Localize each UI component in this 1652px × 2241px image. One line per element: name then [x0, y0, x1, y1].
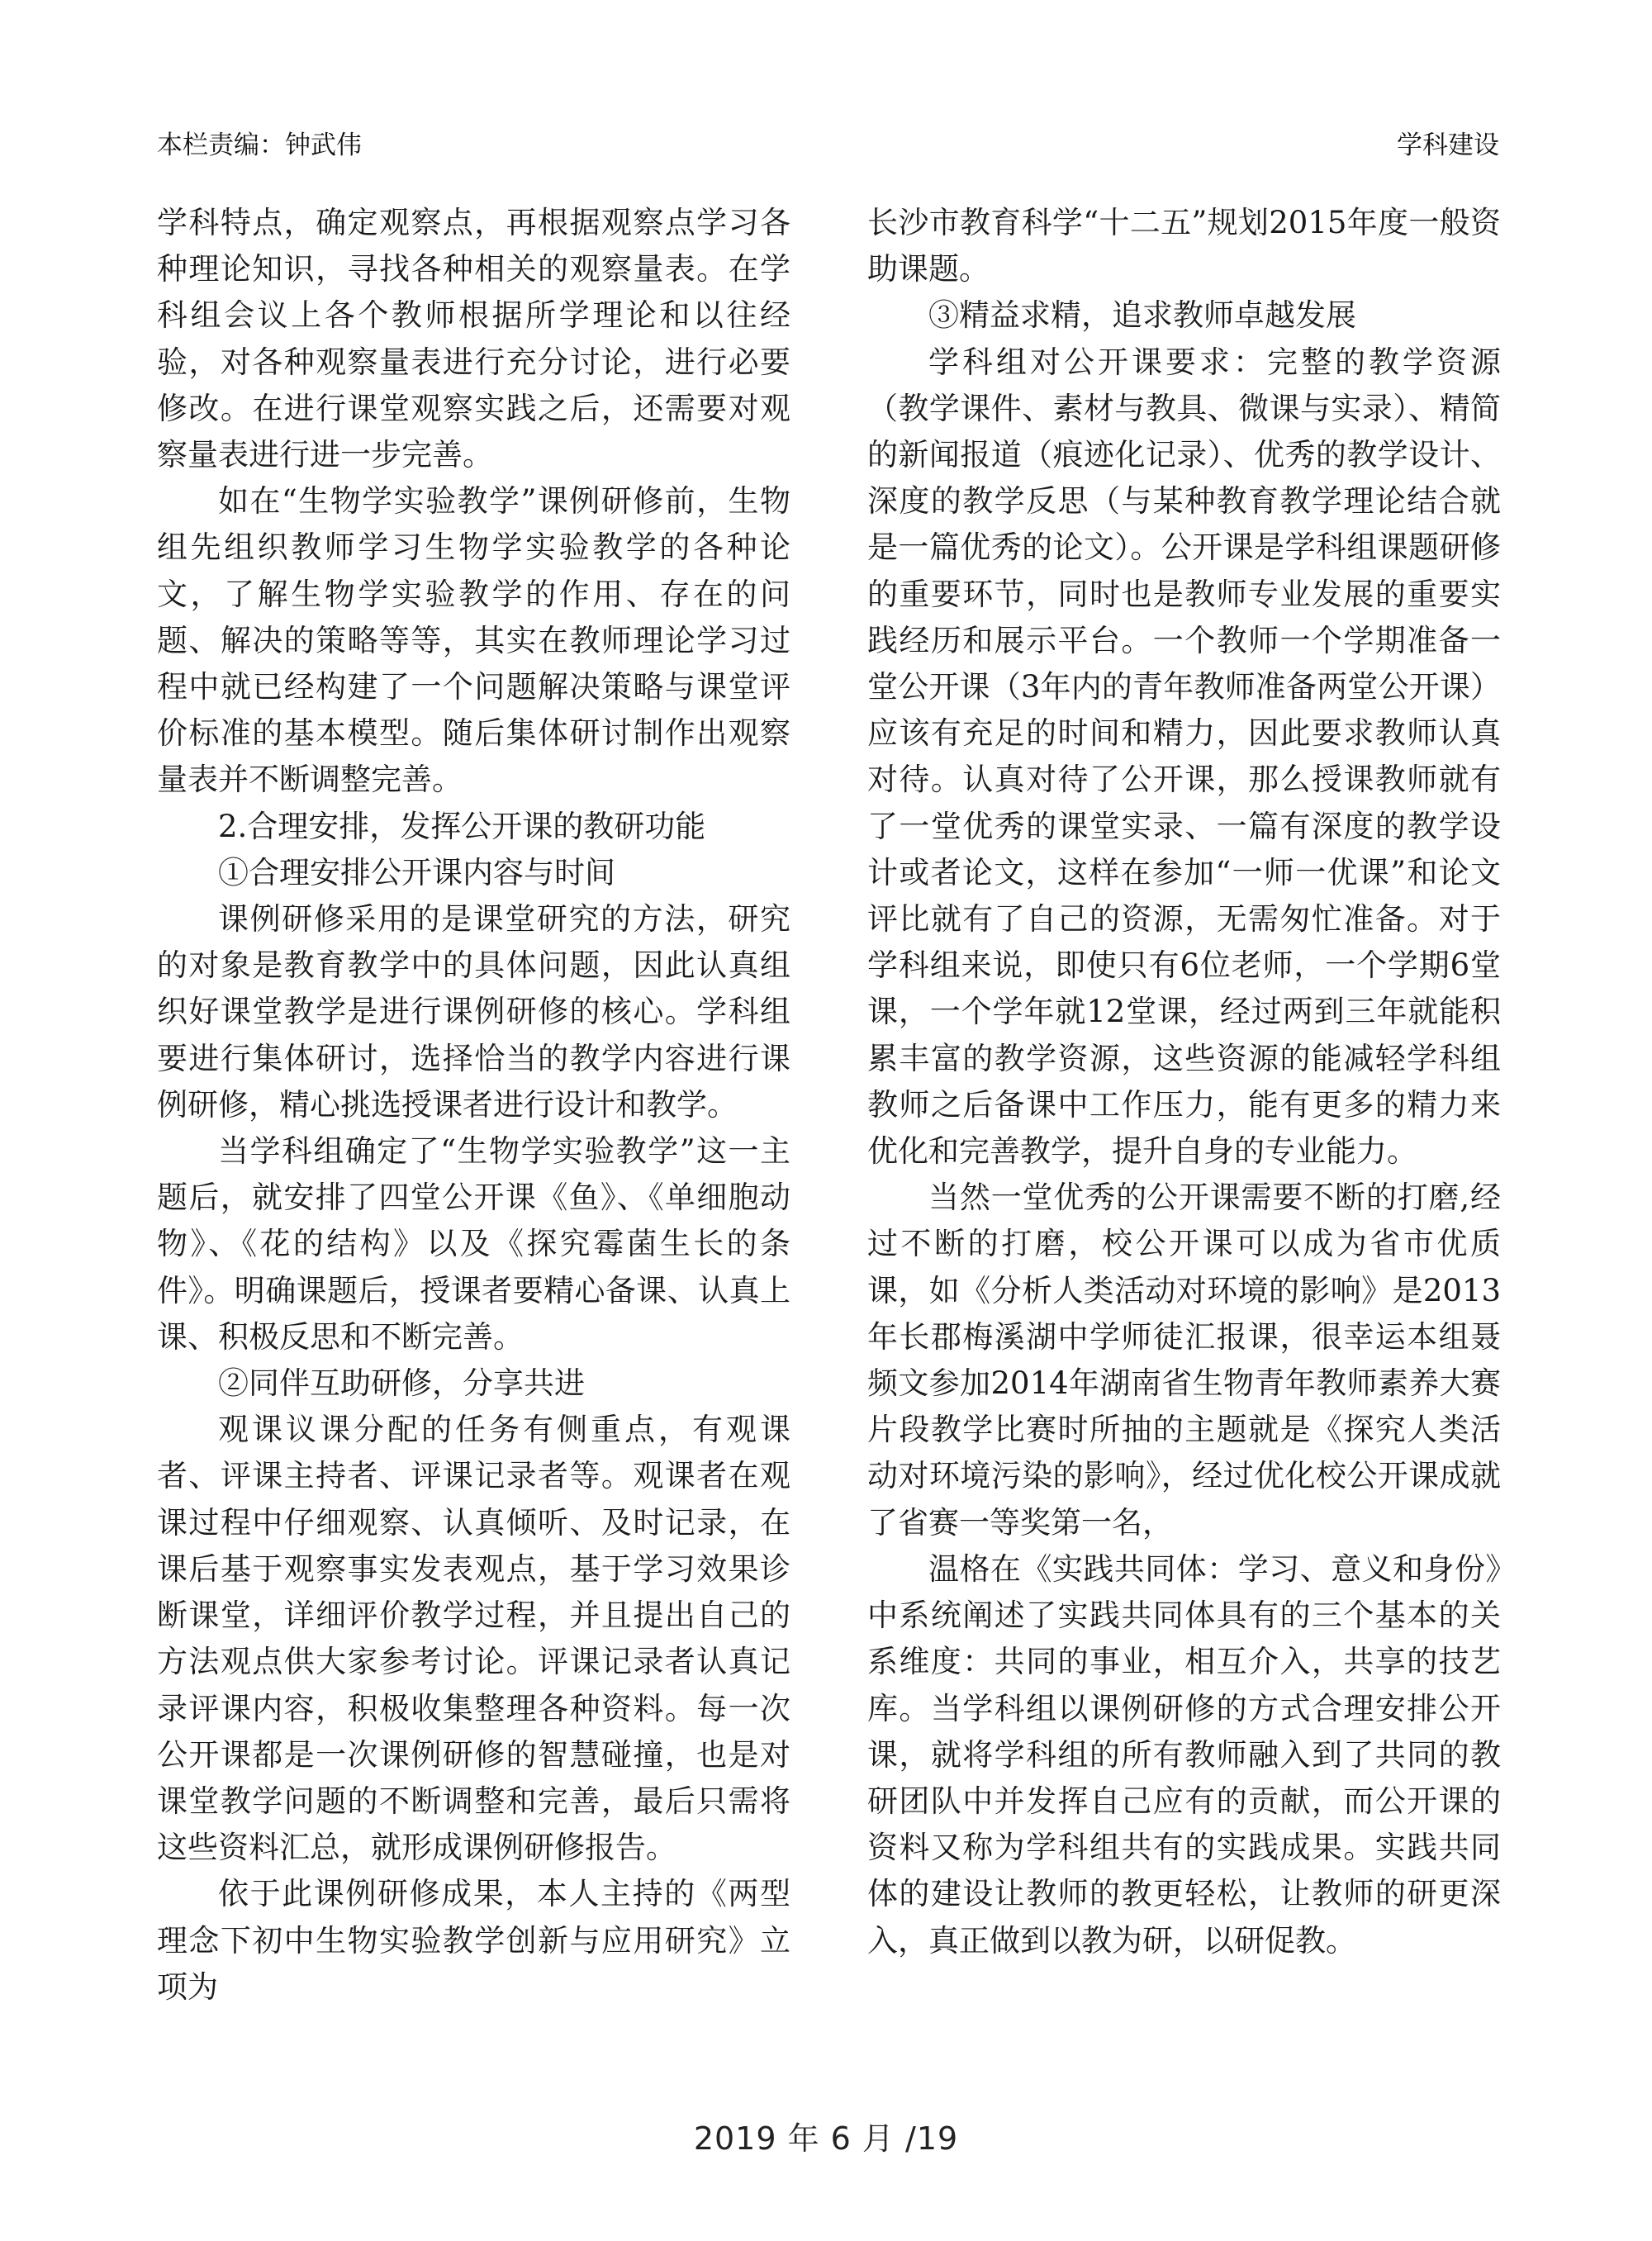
column-editor-label: 本栏责编：钟武伟	[157, 131, 362, 160]
left-column	[157, 200, 790, 2011]
paragraph: 温格在《实践共同体：学习、意义和身份》中系统阐述了实践共同体具有的三个基本的关系维度：共同的事业，相互介入，共享的技艺库。当学科组以课例研修的方式合理安排公开课，就将学科组的所有教师融入到了共同的教研团队中并发挥自己应有的贡献，而公开课的资料又称为学科组共有的实践成果。实践共同体的建设让教师的教更轻松，让教师的研更深入，真正做到以教为研，以研促教。	[867, 1550, 1501, 1959]
page-footer: 2019 年 6 月 /19	[693, 2120, 959, 2157]
subsection-heading: ②同伴互助研修，分享共进	[218, 1365, 585, 1402]
section-heading: 2.合理安排，发挥公开课的教研功能	[218, 808, 706, 844]
paragraph: 当然一堂优秀的公开课需要不断的打磨,经过不断的打磨，校公开课可以成为省市优质课，如《分析人类活动对环境的影响》是2013年长郡梅溪湖中学师徒汇报课，很幸运本组聂频文参加2014年湖南省生物青年教师素养大赛片段教学比赛时所抽的主题就是《探究人类活动对环境污染的影响》，经过优化校公开课成就了省赛一等奖第一名，	[867, 1180, 1501, 1541]
subsection-heading: ①合理安排公开课内容与时间	[218, 854, 615, 890]
paragraph: 长沙市教育科学“十二五”规划2015年度一般资助课题。	[867, 205, 1501, 287]
section-title: 学科建设	[1397, 131, 1499, 160]
paragraph: 当学科组确定了“生物学实验教学”这一主题后，就安排了四堂公开课《鱼》、《单细胞动物》、《花的结构》以及《探究霉菌生长的条件》。明确课题后，授课者要精心备课、认真上课、积极反思和不断完善。	[157, 1133, 790, 1355]
right-column	[867, 200, 1501, 1964]
paragraph: 课例研修采用的是课堂研究的方法，研究的对象是教育教学中的具体问题，因此认真组织好课堂教学是进行课例研修的核心。学科组要进行集体研讨，选择恰当的教学内容进行课例研修，精心挑选授课者进行设计和教学。	[157, 901, 790, 1123]
paragraph: 如在“生物学实验教学”课例研修前，生物组先组织教师学习生物学实验教学的各种论文，了解生物学实验教学的作用、存在的问题、解决的策略等等，其实在教师理论学习过程中就已经构建了一个问题解决策略与课堂评价标准的基本模型。随后集体研讨制作出观察量表并不断调整完善。	[157, 483, 790, 798]
running-header	[157, 124, 1499, 165]
paragraph: 依于此课例研修成果，本人主持的《两型理念下初中生物实验教学创新与应用研究》立项为	[157, 1876, 790, 2005]
subsection-heading: ③精益求精，追求教师卓越发展	[928, 297, 1356, 334]
paragraph: 学科组对公开课要求：完整的教学资源（教学课件、素材与教具、微课与实录）、精简的新闻报道（痕迹化记录）、优秀的教学设计、深度的教学反思（与某种教育教学理论结合就是一篇优秀的论文）。公开课是学科组课题研修的重要环节，同时也是教师专业发展的重要实践经历和展示平台。一个教师一个学期准备一堂公开课（3年内的青年教师准备两堂公开课）应该有充足的时间和精力，因此要求教师认真对待。认真对待了公开课，那么授课教师就有了一堂优秀的课堂实录、一篇有深度的教学设计或者论文，这样在参加“一师一优课”和论文评比就有了自己的资源，无需匆忙准备。对于学科组来说，即使只有6位老师，一个学期6堂课，一个学年就12堂课，经过两到三年就能积累丰富的教学资源，这些资源的能减轻学科组教师之后备课中工作压力，能有更多的精力来优化和完善教学，提升自身的专业能力。	[867, 344, 1501, 1170]
paragraph: 学科特点，确定观察点，再根据观察点学习各种理论知识，寻找各种相关的观察量表。在学科组会议上各个教师根据所学理论和以往经验，对各种观察量表进行充分讨论，进行必要修改。在进行课堂观察实践之后，还需要对观察量表进行进一步完善。	[157, 205, 790, 473]
paragraph: 观课议课分配的任务有侧重点，有观课者、评课主持者、评课记录者等。观课者在观课过程中仔细观察、认真倾听、及时记录，在课后基于观察事实发表观点，基于学习效果诊断课堂，详细评价教学过程，并且提出自己的方法观点供大家参考讨论。评课记录者认真记录评课内容，积极收集整理各种资料。每一次公开课都是一次课例研修的智慧碰撞，也是对课堂教学问题的不断调整和完善，最后只需将这些资料汇总，就形成课例研修报告。	[157, 1412, 790, 1866]
